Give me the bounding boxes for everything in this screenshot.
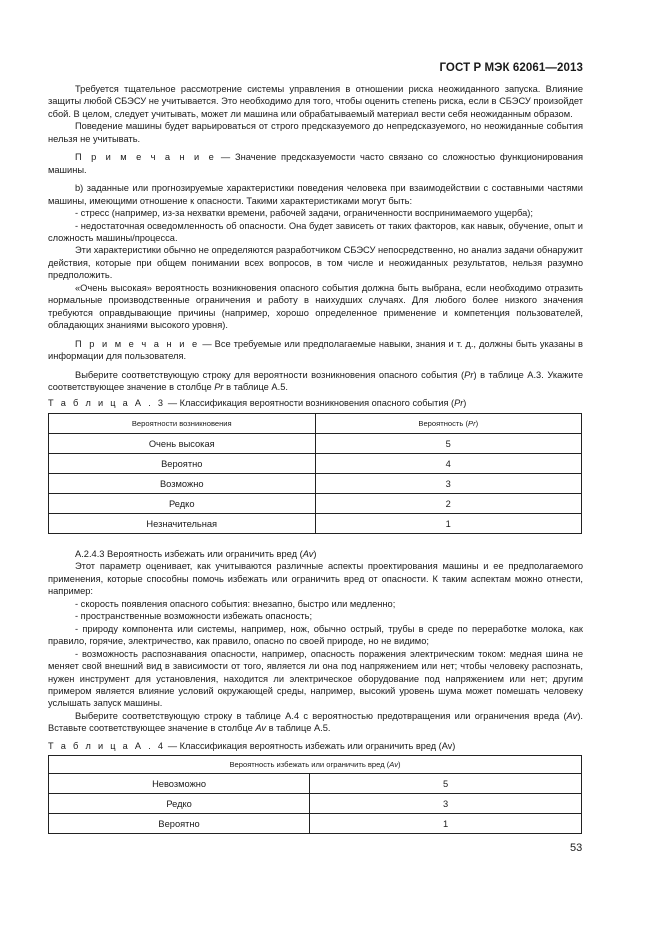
note-text: — Значение предсказуемости часто связано со сложностью функционирования машины. [48, 152, 583, 175]
section-title [48, 548, 583, 560]
text-run: ) [313, 549, 317, 559]
table-a4-caption [48, 741, 455, 751]
note-label: П р и м е ч а н и е [75, 338, 200, 349]
paragraph: Этот параметр оценивает, как учитываются различные аспекты проектирования машины и ее предполагаемого применения, которые способны помочь избежать или ограничить вред от опасности. К таким аспектам можно отнести, например: [48, 561, 583, 597]
table-row [49, 474, 582, 494]
paragraph: b) заданные или прогнозируемые характеристики поведения человека при взаимодействии с составными частями машины, имеющими отношение к опасности. Такими характеристиками могут быть: [48, 183, 583, 206]
note-label: П р и м е ч а н и е [75, 152, 217, 163]
text-run: в таблице А.5. [223, 381, 288, 392]
caption-text: — Классификация вероятности возникновения опасного события ( [165, 398, 455, 408]
paragraph: Эти характеристики обычно не определяются разработчиком СБЭСУ непосредственно, но анализ задачи обнаружит действия, которые при общем понимании всех вопросов, в том числе и неожиданных результатов, нельзя разумно предположить. [48, 245, 583, 281]
text-run: Выберите соответствующую строку в таблице А.4 с вероятностью предотвращения или ограничения вреда ( [75, 710, 567, 721]
table-header-row [49, 414, 582, 434]
text-run: ) [475, 419, 479, 428]
column-header [49, 756, 582, 774]
caption-text: — Классификация вероятность избежать или ограничить вред (Av) [165, 741, 456, 751]
cell-value: 5 [315, 434, 582, 454]
table-row [49, 454, 582, 474]
paragraph: Требуется тщательное рассмотрение системы управления в отношении риска неожиданного запуска. Влияние защиты любой СБЭСУ не учитывается. Это необходимо для того, чтобы оценить степень риска, если в СБЭСУ произойдет сбой. В целом, следует учитывать, может ли машина или обрабатываемый материал вести себя неожиданным образом. [48, 84, 583, 119]
list-item: - скорость появления опасного события: внезапно, быстро или медленно; [75, 598, 396, 609]
cell-value: 3 [315, 474, 582, 494]
table-row [49, 794, 582, 814]
cell-label: Очень высокая [49, 434, 316, 454]
caption-label: Т а б л и ц а А . 4 [48, 741, 166, 751]
variable: Av [389, 760, 399, 769]
note-text: — Все требуемые или предполагаемые навыки, знания и т. д., должны быть указаны в информации для пользователя. [48, 338, 583, 362]
text-run: Выберите соответствующую строку для вероятности возникновения опасного события ( [75, 369, 465, 380]
table-a3-caption [48, 398, 466, 408]
caption-text: ) [463, 398, 467, 408]
cell-value: 4 [315, 454, 582, 474]
cell-value: 1 [310, 814, 582, 834]
cell-label: Вероятно [49, 814, 310, 834]
list-item: - возможность распознавания опасности, например, опасность поражения электрическим током: медная шина не меняет свой внешний вид в зависимости от того, является ли она под напряжением или нет; чтобы человеку распознать, нужен инструмент для установления, находится ли электрическое оборудование под напряжением или нет; другим примером является влияние условий окружающей среды, например, высокий уровень шума может помешать человеку услышать запуск машины. [48, 648, 583, 709]
body-text [48, 83, 583, 393]
cell-value: 2 [315, 494, 582, 514]
text-run: ). Вставьте соответствующее значение в столбце [48, 710, 583, 734]
table-a3 [48, 413, 582, 534]
cell-value: 5 [310, 774, 582, 794]
cell-value: 1 [315, 514, 582, 534]
list-item: - природу компонента или системы, например, нож, обычно острый, трубы в среде по переработке молока, как правило, горячие, электричество, как правило, опасно по своей природе, но не видимо; [48, 623, 583, 647]
table-row [49, 814, 582, 834]
text-run: Вероятность избежать или ограничить вред ( [229, 760, 390, 769]
text-run: А.2.4.3 Вероятность избежать или ограничить вред ( [75, 549, 303, 559]
paragraph [48, 710, 583, 735]
text-run: Вероятность ( [418, 419, 468, 428]
section-a243 [48, 548, 583, 735]
cell-label: Редко [49, 494, 316, 514]
cell-value: 3 [310, 794, 582, 814]
variable: Pr [454, 398, 464, 408]
variable: Pr [468, 419, 476, 428]
note [48, 338, 583, 363]
cell-label: Возможно [49, 474, 316, 494]
paragraph: Поведение машины будет варьироваться от строго предсказуемого до непредсказуемого, но неожиданные события нельзя не учитывать. [48, 121, 583, 144]
cell-label: Невозможно [49, 774, 310, 794]
table-row [49, 774, 582, 794]
table-header-row [49, 756, 582, 774]
table-row [49, 434, 582, 454]
note [48, 151, 583, 176]
cell-label: Редко [49, 794, 310, 814]
variable: Av [302, 549, 314, 559]
variable: Av [566, 710, 578, 721]
cell-label: Незначительная [49, 514, 316, 534]
caption-label: Т а б л и ц а А . 3 [48, 398, 166, 408]
table-row [49, 514, 582, 534]
list-item: - пространственные возможности избежать опасность; [75, 611, 313, 622]
variable: Av [255, 723, 267, 734]
column-header: Вероятности возникновения [49, 414, 316, 434]
table-a4 [48, 755, 582, 834]
document-code: ГОСТ Р МЭК 62061—2013 [439, 62, 583, 74]
paragraph: «Очень высокая» вероятность возникновения опасного события должна быть выбрана, если необходимо отразить нормальные производственные ограничения и работу в наихудших случаях. Для любого более низкого значения требуются оправдывающие причины (например, хорошо определенное применение и компетенция пользователей, обладающих знаниями высокого уровня). [48, 282, 583, 331]
page-number: 53 [570, 842, 583, 854]
variable: Pr [214, 381, 224, 392]
text-run: ) в таблице А.3. Укажите соответствующее значение в столбце [48, 369, 583, 392]
text-run: ) [398, 760, 401, 769]
text-run: в таблице А.5. [266, 723, 331, 734]
list-item: - недостаточная осведомленность об опасности. Она будет зависеть от таких факторов, как навык, обучение, опыт и сложность машины/процесса. [48, 220, 583, 243]
column-header [315, 414, 582, 434]
paragraph [48, 369, 583, 394]
variable: Pr [464, 369, 474, 380]
cell-label: Вероятно [49, 454, 316, 474]
list-item: - стресс (например, из-за нехватки времени, рабочей задачи, ограниченности воспринимаемого ущерба); [75, 208, 533, 219]
table-row [49, 494, 582, 514]
